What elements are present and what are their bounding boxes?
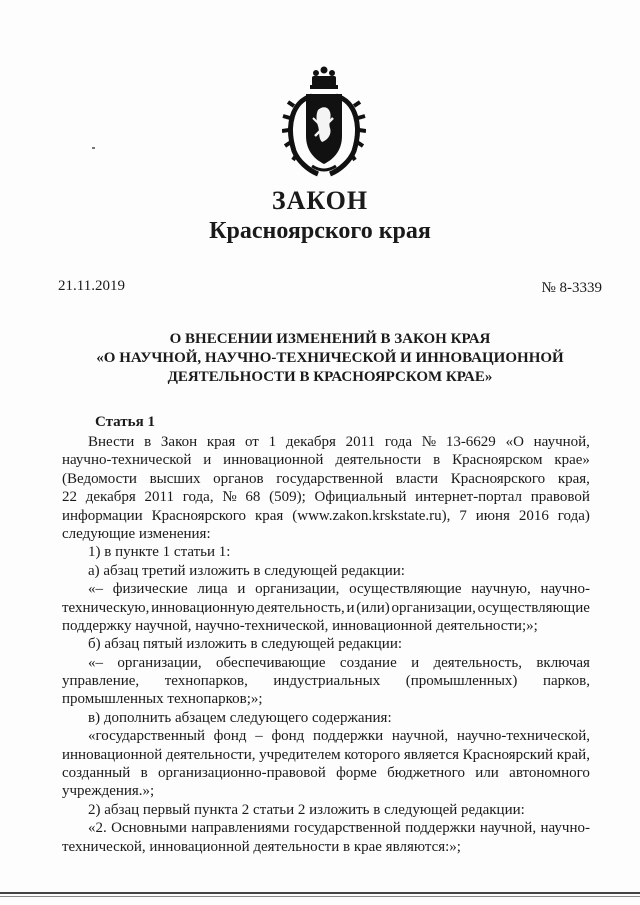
body-line: управление, технопарков, индустриальных (промышленных) парков, bbox=[62, 673, 590, 690]
body-line: следующие изменения: bbox=[62, 525, 211, 542]
body-line: промышленных технопарков;»; bbox=[62, 691, 263, 708]
page-bottom-edge bbox=[0, 892, 640, 894]
body-line: Внести в Закон края от 1 декабря 2011 года № 13-6629 «О научной, bbox=[88, 434, 590, 450]
body-line: информации Красноярского края (www.zakon.krskstate.ru), 7 июня 2016 года) bbox=[62, 507, 590, 524]
heading-line: «О НАУЧНОЙ, НАУЧНО-ТЕХНИЧЕСКОЙ И ИННОВАЦИОННОЙ bbox=[96, 350, 564, 366]
body-line: созданный в организационно-правовой форме бюджетного или автономного bbox=[62, 765, 590, 782]
body-line: «– физические лица и организации, осуществляющие научную, научно- bbox=[88, 581, 590, 598]
body-line: техническую, инновационную деятельность, и (или) организации, осуществляющие bbox=[62, 599, 590, 616]
coat-of-arms-emblem bbox=[282, 66, 366, 178]
heading-line: О ВНЕСЕНИИ ИЗМЕНЕНИЙ В ЗАКОН КРАЯ bbox=[169, 331, 491, 347]
body-line: учреждения.»; bbox=[62, 783, 155, 800]
body-line: б) абзац пятый изложить в следующей редакции: bbox=[88, 636, 403, 653]
document-subtitle: Красноярского края bbox=[209, 218, 431, 244]
body-line: научно-технической и инновационной деятельности в Красноярском крае» bbox=[62, 452, 590, 469]
article-body bbox=[62, 433, 590, 856]
body-line: 22 декабря 2011 года, № 68 (509); Официальный интернет-портал правовой bbox=[62, 489, 590, 506]
body-line: «государственный фонд – фонд поддержки научной, научно-технической, bbox=[88, 728, 590, 745]
body-line: 1) в пункте 1 статьи 1: bbox=[88, 544, 231, 561]
document-date: 21.11.2019 bbox=[58, 278, 125, 294]
body-line: поддержку научной, научно-технической, инновационной деятельности;»; bbox=[62, 617, 538, 634]
page-bottom-edge-shadow bbox=[0, 896, 640, 897]
heading-line: ДЕЯТЕЛЬНОСТИ В КРАСНОЯРСКОМ КРАЕ» bbox=[167, 369, 493, 385]
document-number: № 8-3339 bbox=[541, 280, 602, 296]
body-line: инновационной деятельности, учредителем которого является Красноярский край, bbox=[62, 746, 590, 763]
body-line: «– организации, обеспечивающие создание и деятельность, включая bbox=[88, 654, 590, 671]
scan-speck bbox=[92, 147, 95, 149]
body-line: технической, инновационной деятельности в крае являются:»; bbox=[62, 838, 461, 855]
document-title: ЗАКОН bbox=[271, 186, 369, 215]
body-line: (Ведомости высших органов государственной власти Красноярского края, bbox=[62, 470, 590, 487]
law-heading bbox=[60, 330, 600, 387]
body-line: в) дополнить абзацем следующего содержания: bbox=[88, 709, 392, 726]
body-line: «2. Основными направлениями государственной поддержки научной, научно- bbox=[88, 820, 590, 837]
article-title: Статья 1 bbox=[95, 414, 155, 430]
body-line: а) абзац третий изложить в следующей редакции: bbox=[88, 562, 405, 579]
body-line: 2) абзац первый пункта 2 статьи 2 изложить в следующей редакции: bbox=[88, 801, 525, 818]
